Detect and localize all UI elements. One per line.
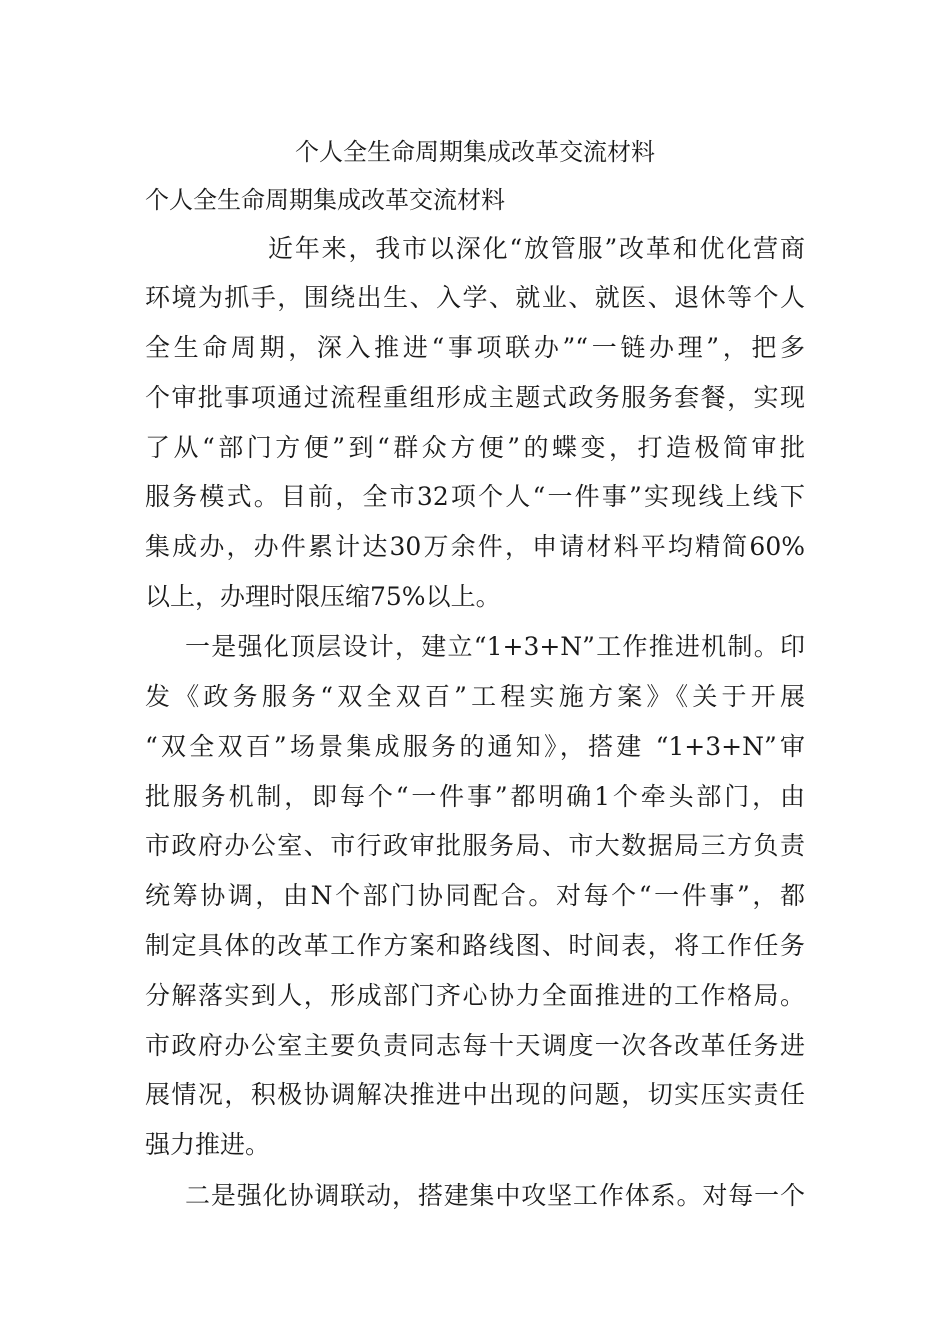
paragraph-2-line-4: 批服务机制，即每个“一件事”都明确1个牵头部门，由	[145, 782, 805, 811]
paragraph-2-line-2: 发《政务服务“双全双百”工程实施方案》《关于开展	[145, 682, 805, 711]
paragraph-1-line-5: 了从“部门方便”到“群众方便”的蝶变，打造极简审批	[145, 433, 805, 462]
paragraph-2-line-11: 强力推进。	[145, 1130, 271, 1159]
paragraph-2-line-9: 市政府办公室主要负责同志每十天调度一次各改革任务进	[145, 1031, 805, 1060]
paragraph-2-line-10: 展情况，积极协调解决推进中出现的问题，切实压实责任	[145, 1080, 805, 1109]
document-title: 个人全生命周期集成改革交流材料	[295, 138, 655, 166]
paragraph-2-line-6: 统筹协调，由N个部门协同配合。对每个“一件事”，都	[145, 881, 805, 910]
paragraph-1-line-8: 以上，办理时限压缩75%以上。	[145, 582, 501, 611]
paragraph-2-line-5: 市政府办公室、市行政审批服务局、市大数据局三方负责	[145, 831, 805, 860]
paragraph-3-line-1: 二是强化协调联动，搭建集中攻坚工作体系。对每一个	[185, 1181, 805, 1210]
paragraph-2-line-7: 制定具体的改革工作方案和路线图、时间表，将工作任务	[145, 931, 805, 960]
paragraph-1-line-2: 环境为抓手，围绕出生、入学、就业、就医、退休等个人	[145, 283, 805, 312]
paragraph-1-line-1: 近年来，我市以深化“放管服”改革和优化营商	[268, 234, 805, 263]
paragraph-1-line-4: 个审批事项通过流程重组形成主题式政务服务套餐，实现	[145, 383, 805, 412]
paragraph-2-line-3: “双全双百”场景集成服务的通知》，搭建 “1+3+N”审	[145, 732, 805, 761]
paragraph-2-line-1: 一是强化顶层设计，建立“1+3+N”工作推进机制。印	[185, 632, 805, 661]
paragraph-1-line-3: 全生命周期，深入推进“事项联办”“一链办理”，把多	[145, 333, 805, 362]
document-subtitle: 个人全生命周期集成改革交流材料	[145, 186, 505, 214]
paragraph-2-line-8: 分解落实到人，形成部门齐心协力全面推进的工作格局。	[145, 981, 805, 1010]
paragraph-1-line-6: 服务模式。目前，全市32项个人“一件事”实现线上线下	[145, 482, 805, 511]
paragraph-1-line-7: 集成办，办件累计达30万余件，申请材料平均精简60%	[145, 532, 805, 561]
